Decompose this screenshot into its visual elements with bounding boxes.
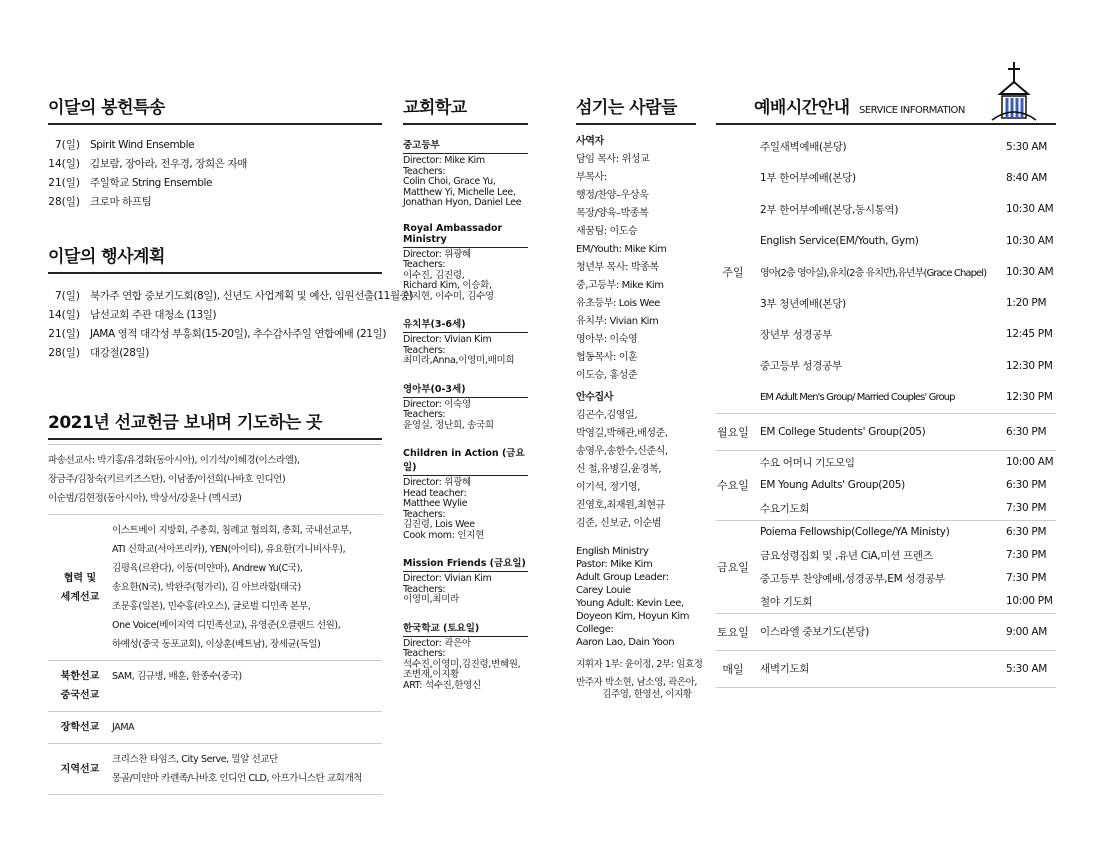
worship-item-time: 12:30 PM: [1006, 359, 1053, 372]
worship-item-name: 새벽기도회: [760, 663, 810, 676]
worship-items: [750, 131, 1056, 413]
worship-item: [760, 567, 1056, 590]
worship-item-name: 수요기도회: [760, 502, 810, 515]
school-line: Director: Vivian Kim: [403, 573, 492, 584]
worship-item: [760, 451, 1056, 474]
mission-line: 파송선교사: 박기홍/유경화(동아시아), 이기석/이혜경(이스라엘),: [48, 455, 300, 466]
worship-day-group: [716, 131, 1056, 414]
mission-lines: [112, 718, 134, 737]
item-date: 14(일): [48, 158, 80, 170]
worship-day: 수요일: [717, 479, 749, 493]
worship-item-name: 수요 어머니 기도모임: [760, 456, 855, 469]
school-line: Richard Kim, 이승화,: [403, 280, 492, 291]
servers-line: 이도승, 홍성준: [576, 370, 638, 381]
offering-list: [48, 135, 382, 211]
item-text: Spirit Wind Ensemble: [90, 138, 195, 151]
school-line: Matthee Wylie: [403, 498, 468, 509]
events-section: [48, 242, 414, 362]
servers-line: 박영길,박해관,배성준,: [576, 428, 668, 439]
worship-item-time: 5:30 AM: [1006, 662, 1048, 675]
school-line: Jonathan Hyon, Daniel Lee: [403, 197, 522, 208]
mission-line: 송요한(N국), 박완주(헝가리), 김 아브라함(태국): [112, 582, 301, 593]
english-ministry: [576, 545, 696, 649]
mission-lines: [112, 750, 362, 788]
worship-title: 예배시간안내: [754, 98, 850, 118]
school-line: Director: 위광혜: [403, 477, 471, 488]
servers-subheading: 안수집사: [576, 392, 614, 403]
worship-subtitle: SERVICE INFORMATION: [858, 105, 965, 116]
worship-item-name: Poiema Fellowship(College/YA Ministy): [760, 526, 950, 539]
worship-item-time: 9:00 AM: [1006, 625, 1048, 638]
school-line: Director: Vivian Kim: [403, 334, 492, 345]
item-text: 주일학교 String Ensemble: [90, 177, 213, 189]
school-line: Matthew Yi, Michelle Lee,: [403, 186, 516, 198]
worship-item-name: 2부 한어부예배(본당,동시통역): [760, 203, 899, 216]
worship-day-group: [716, 521, 1056, 614]
school-line: Director: Mike Kim: [403, 155, 485, 166]
school-list: [403, 137, 528, 691]
worship-item: [760, 521, 1056, 544]
school-title: 교회학교: [403, 93, 528, 125]
mission-label: 장학선교: [60, 722, 100, 733]
school-section: [403, 137, 528, 209]
worship-item-time: 7:30 PM: [1006, 549, 1047, 562]
servers-line: 유초등부: Lois Wee: [576, 298, 660, 309]
mission-line: One Voice(베이지역 디민족선교), 유영준(오클랜드 선원),: [112, 620, 341, 631]
english-line: English Ministry: [576, 546, 649, 557]
servers-line: 유치부: Vivian Kim: [576, 316, 659, 327]
worship-item: [760, 474, 1056, 497]
worship-item-name: EM Adult Men's Group/ Married Couples' Group: [760, 391, 955, 403]
worship-day-group: [716, 451, 1056, 521]
worship-item-name: English Service(EM/Youth, Gym): [760, 234, 919, 247]
worship-day: 토요일: [717, 625, 749, 639]
worship-item-time: 5:30 AM: [1006, 140, 1048, 153]
event-item: [48, 324, 387, 343]
servers-line: 부목사:: [576, 172, 607, 183]
servers-line: 목장/양육–박종복: [576, 208, 649, 219]
item-text: 대강절(28일): [90, 347, 149, 359]
worship-item-name: 이스라엘 중보기도(본당): [760, 626, 870, 639]
mission-line: SAM, 김규병, 배훈, 한종수(중국): [112, 671, 242, 682]
mission-line: 몽골/미얀마 카렌족/나바호 인디언 CLD, 아프가니스탄 교회개척: [112, 773, 363, 784]
mission-line: 하예성(중국 동포교회), 이상훈(베트남), 장세균(독일): [112, 639, 321, 650]
school-line: 이수진, 김진령,: [403, 269, 465, 281]
school-line: ART: 석수진,한영신: [403, 679, 481, 691]
worship-item-time: 12:45 PM: [1006, 328, 1053, 341]
worship-day-group: [716, 614, 1056, 651]
mission-line: 조문홍(일본), 민수홍(라오스), 글로벌 디민족 본부,: [112, 601, 311, 612]
school-line: Teachers:: [403, 648, 446, 659]
mission-label: 협력 및 세계선교: [60, 572, 100, 603]
worship-item: [760, 319, 1056, 350]
mission-row: [48, 445, 382, 515]
servers-title: 섬기는 사람들: [576, 93, 696, 125]
worship-item-name: 영아(2층 영아실),유치(2층 유치반),유년부(Grace Chapel): [760, 268, 987, 280]
servers-list: [576, 133, 696, 533]
school-line: Teachers:: [403, 259, 446, 270]
english-line: College:: [576, 624, 614, 635]
school-line: Teachers:: [403, 583, 446, 595]
accompanist-line: 김주영, 한영선, 이지황: [576, 689, 692, 700]
worship-item: [760, 614, 1056, 650]
servers-line: 담임 목사: 위성교: [576, 154, 650, 165]
offering-title: 이달의 봉헌특송: [48, 93, 382, 125]
missions-section: [48, 408, 382, 795]
mission-row: [48, 744, 382, 795]
worship-item-time: 1:20 PM: [1006, 297, 1047, 310]
worship-day: 금요일: [717, 560, 749, 574]
worship-item-time: 7:30 PM: [1006, 502, 1047, 515]
item-date: 14(일): [48, 309, 80, 321]
worship-items: [750, 451, 1056, 520]
servers-line: 협동목사: 이훈: [576, 352, 638, 363]
item-date: 7(일): [54, 139, 80, 151]
school-section: [403, 555, 528, 606]
mission-lines: [48, 451, 300, 508]
worship-items: [750, 414, 1056, 450]
worship-item-time: 10:00 AM: [1006, 456, 1054, 469]
worship-item: [760, 131, 1056, 162]
english-line: Pastor: Mike Kim: [576, 559, 653, 570]
english-line: Young Adult: Kevin Lee,: [576, 598, 684, 609]
school-line: Teachers:: [403, 165, 446, 177]
school-line: Teachers:: [403, 409, 446, 420]
worship-item: [760, 350, 1056, 381]
worship-item: [760, 651, 1056, 687]
worship-item-name: 3부 청년예배(본당): [760, 297, 846, 310]
school-section: [403, 620, 528, 692]
worship-item: [760, 194, 1056, 225]
worship-item-name: EM College Students' Group(205): [760, 425, 926, 438]
school-line: 이영미,최미라: [403, 594, 459, 605]
worship-day: 주일: [722, 265, 744, 279]
worship-item-name: EM Young Adults' Group(205): [760, 479, 905, 492]
school-line: 윤영실, 정난희, 송국희: [403, 419, 494, 431]
worship-day-group: [716, 651, 1056, 688]
conductor: 지휘자 1부: 윤이정, 2부: 임효정: [576, 659, 703, 670]
worship-day: 매일: [722, 662, 744, 676]
mission-line: 이스트베이 지방회, 주총회, 침례교 협의회, 총회, 국내선교부,: [112, 525, 352, 536]
mission-line: 크리스찬 타임즈, City Serve, 밀알 선교단: [112, 754, 278, 765]
school-section: [403, 93, 528, 705]
english-line: Adult Group Leader:: [576, 572, 669, 583]
event-item: [48, 305, 382, 324]
mission-line: 장금주/김창숙(키르키즈스탄), 이남종/이선희(나바호 인디언): [48, 474, 286, 485]
school-section-name: Mission Friends (금요일): [403, 555, 528, 572]
item-date: 28(일): [48, 347, 80, 359]
worship-item-name: 중고등부 찬양예배,성경공부,EM 성경공부: [760, 572, 945, 585]
worship-item: [760, 414, 1056, 450]
worship-header: [716, 93, 1056, 125]
servers-line: 중,고등부: Mike Kim: [576, 280, 664, 291]
offering-item: [48, 135, 382, 154]
mission-lines: [112, 667, 242, 705]
event-item: [48, 343, 382, 362]
worship-item-name: 금요성령집회 및 ,유년 CiA,미션 프렌즈: [760, 549, 933, 562]
mission-line: 이순범/김현정(동아시아), 박상서/강윤나 (멕시코): [48, 493, 242, 504]
item-text: 북가주 연합 중보기도회(8일), 신년도 사업계획 및 예산, 임원선출(11월중): [90, 290, 414, 302]
school-section: [403, 381, 528, 432]
worship-item-time: 7:30 PM: [1006, 572, 1047, 585]
school-section-name: 한국학교 (토요일): [403, 620, 528, 637]
worship-item: [760, 381, 1056, 412]
worship-section: [716, 93, 1056, 688]
school-section-name: 중고등부: [403, 137, 528, 154]
worship-item-name: 장년부 성경공부: [760, 328, 832, 341]
school-section: [403, 316, 528, 367]
mission-line: JAMA: [112, 722, 135, 733]
servers-line: 청년부 목사: 박종복: [576, 262, 659, 273]
item-text: 남선교회 주관 대청소 (13일): [90, 309, 217, 321]
school-section: [403, 445, 528, 541]
accompanist: [576, 677, 696, 701]
school-section-name: Children in Action (금요일): [403, 445, 528, 476]
servers-line: 영아부: 이숙영: [576, 334, 638, 345]
item-date: 28(일): [48, 196, 80, 208]
item-text: 김보람, 장아라, 전우경, 장희은 자매: [90, 158, 247, 170]
school-line: Colin Choi, Grace Yu,: [403, 176, 496, 187]
worship-item-name: 주일새벽예배(본당): [760, 141, 847, 154]
worship-item: [760, 225, 1056, 256]
school-line: 최미라,Anna,이영미,배미희: [403, 355, 515, 366]
mission-row: [48, 712, 382, 744]
events-list: [48, 286, 414, 362]
servers-subheading: 사역자: [576, 136, 604, 147]
worship-schedule: [716, 131, 1056, 688]
servers-line: 진영호,최재원,최현규: [576, 500, 665, 511]
worship-item-name: 철야 기도회: [760, 595, 813, 608]
servers-line: 행정/찬양–우상욱: [576, 190, 649, 201]
servers-line: 김곤수,김영일,: [576, 410, 638, 421]
school-line: Director: 위광혜: [403, 248, 471, 260]
school-line: Head teacher:: [403, 487, 467, 499]
missions-table: [48, 444, 382, 795]
school-line: Director: 곽은아: [403, 637, 471, 649]
worship-item-time: 6:30 PM: [1006, 425, 1047, 438]
worship-item: [760, 497, 1056, 520]
worship-item-time: 10:30 AM: [1006, 265, 1054, 278]
item-date: 21(일): [48, 177, 80, 189]
worship-item-name: 1부 한어부예배(본당): [760, 172, 856, 185]
worship-day: 월요일: [717, 425, 749, 439]
worship-item-time: 10:30 AM: [1006, 203, 1054, 216]
english-line: Doyeon Kim, Hoyun Kim: [576, 611, 690, 622]
worship-item-name: 중고등부 성경공부: [760, 360, 842, 373]
item-date: 7(일): [54, 290, 80, 302]
worship-items: [750, 651, 1056, 687]
servers-line: 송영우,송한수,신준식,: [576, 446, 668, 457]
school-line: Director: 이숙영: [403, 398, 471, 410]
worship-items: [750, 614, 1056, 650]
worship-item: [760, 590, 1056, 613]
servers-line: 이기석, 정기영,: [576, 482, 640, 493]
school-line: Teachers:: [403, 508, 446, 520]
mission-label: 북한선교 중국선교: [60, 671, 100, 701]
mission-line: ATI 신학교(서아프리카), YEN(아이티), 유요한(기니비사우),: [112, 544, 346, 555]
worship-item: [760, 544, 1056, 567]
missions-title: 2021년 선교헌금 보내며 기도하는 곳: [48, 408, 382, 440]
accompanist-line: 반주자 박소현, 남소영, 곽은아,: [576, 677, 698, 688]
mission-lines: [112, 521, 351, 654]
worship-item-time: 10:00 PM: [1006, 595, 1053, 608]
worship-item-time: 10:30 AM: [1006, 234, 1054, 247]
worship-item-time: 6:30 PM: [1006, 479, 1047, 492]
events-title: 이달의 행사계획: [48, 242, 382, 274]
worship-items: [750, 521, 1056, 613]
english-line: Carey Louie: [576, 585, 631, 596]
offering-section: [48, 93, 382, 211]
school-line: 김진령, Lois Wee: [403, 519, 475, 530]
worship-item-time: 6:30 PM: [1006, 526, 1047, 539]
offering-item: [48, 173, 382, 192]
school-section-name: 영아부(0-3세): [403, 381, 528, 398]
servers-line: EM/Youth: Mike Kim: [576, 244, 667, 255]
worship-item: [760, 162, 1056, 193]
school-section-name: 유치부(3-6세): [403, 316, 528, 333]
school-line: 조변재,이지황: [403, 669, 459, 680]
english-line: Aaron Lao, Dain Yoon: [576, 637, 675, 648]
school-line: 인지현, 이수미, 김수영: [403, 290, 494, 302]
worship-item: [760, 287, 1056, 318]
mission-line: 김평육(르완다), 이동(미얀마), Andrew Yu(C국),: [112, 563, 303, 574]
school-line: Teachers:: [403, 344, 446, 356]
servers-line: 신 철,유병길,윤경복,: [576, 464, 662, 475]
worship-item: [760, 256, 1056, 287]
servers-section: [576, 93, 703, 701]
mission-row: [48, 515, 382, 661]
worship-day-group: [716, 414, 1056, 451]
mission-row: [48, 661, 382, 712]
mission-label: 지역선교: [60, 763, 100, 775]
item-text: 크로마 하프팀: [90, 196, 152, 208]
school-line: Cook mom: 인지현: [403, 529, 484, 541]
item-text: JAMA 영적 대각성 부흥회(15-20일), 추수감사주일 연합예배 (21일): [90, 328, 387, 340]
offering-item: [48, 192, 382, 211]
worship-item-time: 8:40 AM: [1006, 171, 1048, 184]
servers-line: 김준, 신보균, 이순범: [576, 518, 662, 529]
school-line: 석수진,이영미,김진령,변혜원,: [403, 658, 521, 670]
school-section-name: Royal Ambassador Ministry: [403, 223, 528, 248]
item-date: 21(일): [48, 328, 80, 340]
worship-item-time: 12:30 PM: [1006, 391, 1053, 404]
offering-item: [48, 154, 382, 173]
servers-line: 새꿈팀: 이도승: [576, 226, 638, 237]
event-item: [48, 286, 414, 305]
school-section: [403, 223, 528, 303]
